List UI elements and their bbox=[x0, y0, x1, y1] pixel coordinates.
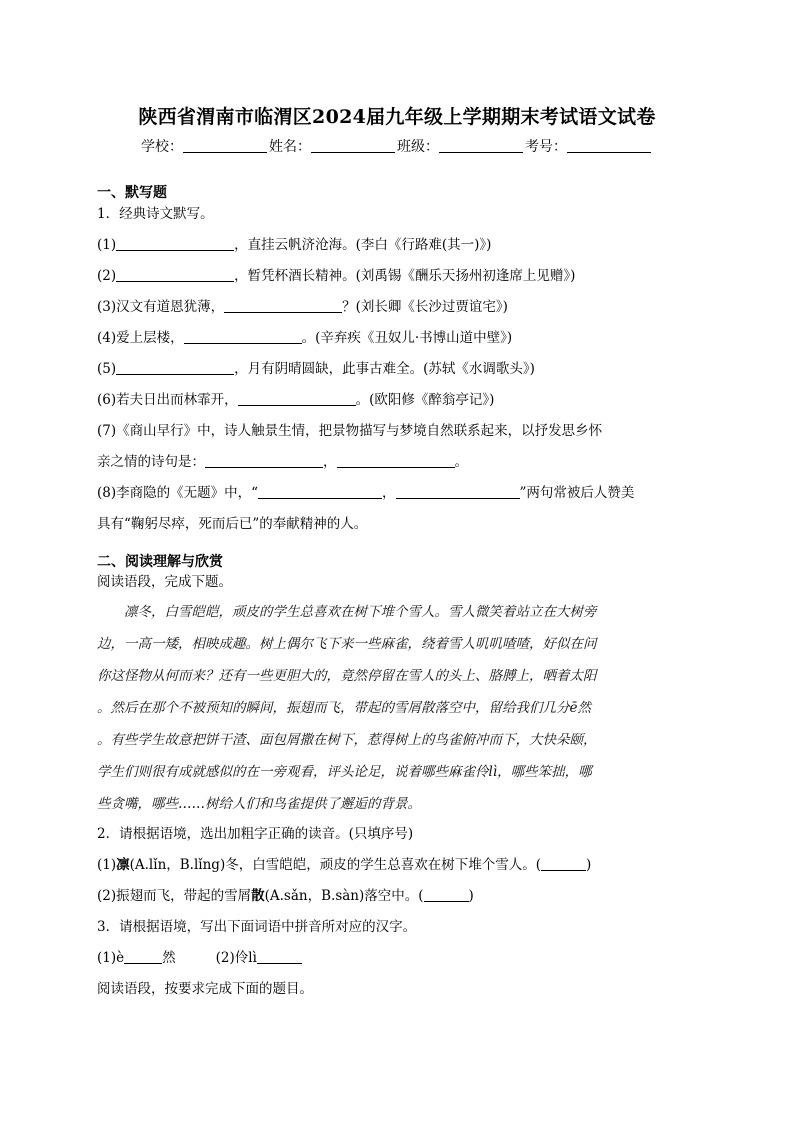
passage-line: 你这怪物从何而来？还有一些更胆大的，竟然停留在雪人的头上、胳膊上，晒着太阳 bbox=[97, 668, 597, 684]
name-blank[interactable] bbox=[311, 138, 395, 153]
student-info-row bbox=[0, 136, 794, 156]
passage-line: 。有些学生故意把饼干渣、面包屑撒在树下，惹得树上的鸟雀俯冲而下，大快朵颐， bbox=[97, 732, 597, 748]
item-text: ， bbox=[382, 485, 396, 501]
item-text: ，直挂云帆济沧海。(李白《行路难(其一)》) bbox=[234, 237, 492, 253]
item-text: ？(刘长卿《长沙过贾谊宅》) bbox=[342, 299, 508, 315]
answer-blank[interactable] bbox=[238, 391, 356, 406]
answer-blank[interactable] bbox=[116, 267, 234, 282]
answer-blank[interactable] bbox=[116, 236, 234, 251]
item-text: (A.lǐn，B.lǐng)冬，白雪皑皑，顽皮的学生总喜欢在树下堆个雪人。( bbox=[129, 857, 541, 873]
item-text: 亲之情的诗句是： bbox=[97, 454, 205, 470]
question-1-item-8-line-2: 具有“鞠躬尽瘁，死而后已”的奉献精神的人。 bbox=[97, 516, 368, 532]
item-text: ，暂凭杯酒长精神。(刘禹锡《酬乐天扬州初逢席上见赠》) bbox=[234, 268, 576, 284]
item-text: (2) bbox=[97, 268, 117, 284]
answer-blank[interactable] bbox=[184, 329, 302, 344]
answer-blank[interactable] bbox=[396, 484, 520, 499]
passage-line: 。然后在那个不被预知的瞬间，振翅而飞，带起的雪屑散落空中，留给我们几分ē然 bbox=[97, 700, 591, 716]
item-text: (6)若夫日出而林霏开， bbox=[97, 392, 238, 408]
item-text: (1) bbox=[97, 237, 117, 253]
item-text: ”两句常被后人赞美 bbox=[519, 485, 635, 501]
question-3: 3．请根据语境，写出下面词语中拼音所对应的汉字。 bbox=[97, 919, 417, 935]
bold-char: 散 bbox=[251, 888, 265, 904]
school-label: 学校： bbox=[141, 139, 183, 155]
item-text: ) bbox=[585, 857, 592, 873]
answer-blank[interactable] bbox=[337, 453, 455, 468]
answer-blank[interactable] bbox=[541, 856, 586, 871]
name-label: 姓名： bbox=[269, 139, 311, 155]
item-text: (2)振翅而飞，带起的雪屑 bbox=[97, 888, 252, 904]
question-2-item-1 bbox=[97, 856, 697, 874]
item-text: 。 bbox=[454, 454, 468, 470]
question-2-item-2 bbox=[97, 887, 697, 905]
item-text: ) bbox=[468, 888, 474, 904]
question-1-item-3 bbox=[97, 298, 697, 316]
section-heading-2: 二、阅读理解与欣赏 bbox=[97, 554, 223, 570]
section-heading-1: 一、默写题 bbox=[97, 185, 167, 201]
number-blank[interactable] bbox=[567, 138, 651, 153]
class-blank[interactable] bbox=[439, 138, 523, 153]
page-title: 陕西省渭南市临渭区2024届九年级上学期期末考试语文试卷 bbox=[138, 106, 656, 128]
question-3-items bbox=[97, 949, 697, 967]
answer-blank[interactable] bbox=[116, 360, 234, 375]
item-text: (3)汉文有道恩犹薄， bbox=[97, 299, 225, 315]
passage-line: 边，一高一矮，相映成趣。树上偶尔飞下来一些麻雀，绕着雪人叽叽喳喳，好似在问 bbox=[97, 636, 597, 652]
bold-char: 凛 bbox=[116, 857, 130, 873]
answer-blank[interactable] bbox=[224, 298, 342, 313]
passage-line: 凛冬，白雪皑皑，顽皮的学生总喜欢在树下堆个雪人。雪人微笑着站立在大树旁 bbox=[97, 604, 597, 620]
item-text: (2)伶lì bbox=[215, 950, 257, 966]
question-1-item-2 bbox=[97, 267, 697, 285]
answer-blank[interactable] bbox=[205, 453, 323, 468]
item-text: (1) bbox=[97, 857, 117, 873]
item-text: (1)è bbox=[97, 950, 125, 966]
answer-blank[interactable] bbox=[257, 949, 302, 964]
item-text: (8)李商隐的《无题》中，“ bbox=[97, 485, 259, 501]
question-1-item-6 bbox=[97, 391, 697, 409]
item-text: (4)爱上层楼， bbox=[97, 330, 184, 346]
answer-blank[interactable] bbox=[424, 887, 469, 902]
reading-intro-2: 阅读语段，按要求完成下面的题目。 bbox=[97, 981, 313, 997]
question-1-item-4 bbox=[97, 329, 697, 347]
item-text: ，月有阴晴圆缺，此事古难全。(苏轼《水调歌头》) bbox=[234, 361, 535, 377]
question-1: 1．经典诗文默写。 bbox=[97, 206, 214, 222]
answer-blank[interactable] bbox=[124, 949, 162, 964]
item-text: 然 bbox=[162, 950, 176, 966]
reading-intro: 阅读语段，完成下题。 bbox=[97, 574, 232, 590]
item-text: (5) bbox=[97, 361, 117, 377]
question-1-item-1 bbox=[97, 236, 697, 254]
answer-blank[interactable] bbox=[258, 484, 382, 499]
question-1-item-8-line-1 bbox=[97, 484, 697, 502]
question-1-item-7-line-2 bbox=[97, 453, 697, 471]
class-label: 班级： bbox=[397, 139, 439, 155]
item-text: ， bbox=[323, 454, 337, 470]
passage-line: 些贪嘴，哪些……树给人们和鸟雀提供了邂逅的背景。 bbox=[97, 796, 421, 812]
item-text: (A.sǎn，B.sàn)落空中。( bbox=[264, 888, 424, 904]
question-1-item-7-line-1: (7)《商山早行》中，诗人触景生情，把景物描写与梦境自然联系起来，以抒发思乡怀 bbox=[97, 423, 603, 439]
question-2: 2．请根据语境，选出加粗字正确的读音。(只填序号) bbox=[97, 826, 414, 842]
question-1-item-5 bbox=[97, 360, 697, 378]
passage-line: 学生们则很有成就感似的在一旁观看，评头论足，说着哪些麻雀伶lì，哪些笨拙，哪 bbox=[97, 764, 592, 780]
item-text: 。(欧阳修《醉翁亭记》) bbox=[355, 392, 495, 408]
number-label: 考号： bbox=[525, 139, 567, 155]
school-blank[interactable] bbox=[183, 138, 267, 153]
item-text: 。(辛弃疾《丑奴儿·书博山道中壁》) bbox=[301, 330, 513, 346]
